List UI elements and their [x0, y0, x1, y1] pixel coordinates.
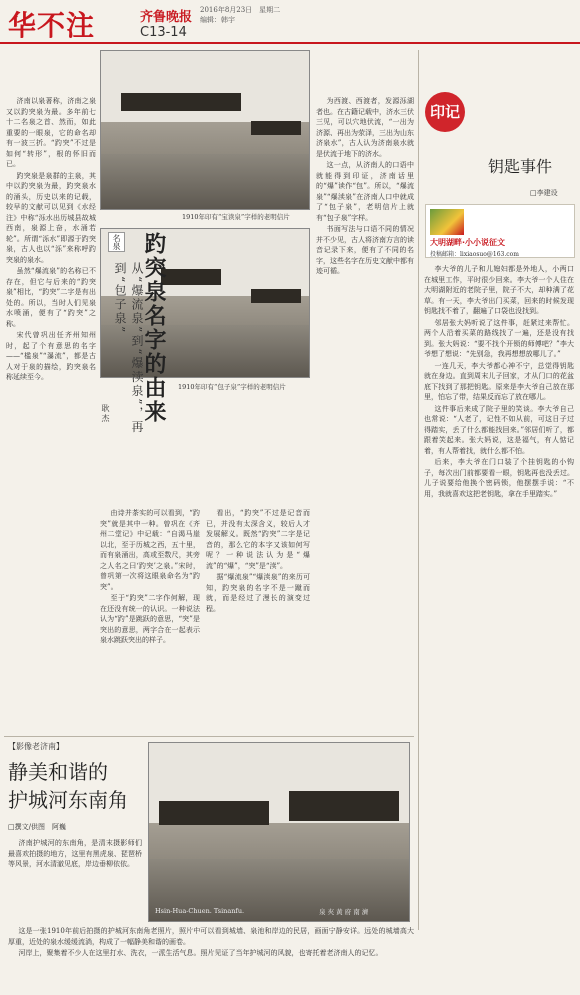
- article1-tag: 名泉: [108, 232, 125, 252]
- dateline: 2016年8月23日 星期二: [200, 6, 281, 14]
- ad-email-line: 投稿邮箱：lixiaosuo@163.com: [430, 251, 519, 258]
- photo2-caption: 1910年印有“包子泉”字样的老明信片: [178, 383, 286, 391]
- masthead: [0, 0, 580, 44]
- paragraph: 趵突泉是泉群的主泉，其中以趵突泉为最，趵突泉水的涌头，历史以来的记载，较早的文献可以见到《水经注》中称“泺水出历城县故城西南，泉源上奋，水涌若轮”。所谓“泺水”即源于趵突泉，古人也以“泺”来称呼趵突泉的泉水。: [6, 171, 96, 264]
- ad-email: lixiaosuo@163.com: [460, 251, 519, 258]
- paragraph: 看出，“趵突”不过是记音而已，并没有太深含义，较后人才发展解义。既然“趵突”二字是记音的，那么它的本字又该如何写呢？一种说法认为是“爆流”的“爆”，“突”是“渎”。: [206, 509, 310, 570]
- paragraph: 这一点，从济南人的口语中就能得到印证，济南话里的“爆”读作“包”。所以，“爆流泉”“爆渎泉”在济南人口中就成了“包子泉”，老明信片上就有“包子泉”字样。: [316, 161, 414, 222]
- newspaper-logo: 齐鲁晚报: [140, 10, 193, 25]
- paragraph: 济南护城河的东南角，是清末摄影师们最喜欢拍摄的地方，这里有黑虎泉、琵琶桥等风景，河水清澈见底，岸边垂柳依依。: [8, 839, 142, 868]
- paragraph: 李大爷的儿子和儿媳妇都是外地人，小两口在城里工作，平时很少回来。李大爷一个人住在大明湖附近的老院子里，院子不大，却种满了花草。有一天，李大爷出门买菜，回来的时候发现钥匙找不着了，翻遍了口袋也没找到。: [424, 265, 574, 315]
- photo-moat-southeast: [148, 742, 410, 922]
- paragraph: 这件事后来成了院子里的笑谈。李大爷自己也常说：“人老了，记性不如从前，可这日子过得踏实，丢了什么都能找回来。”邻居们听了，都跟着笑起来。张大妈说，这是福气，有人惦记着，有人帮着找，就什么都不怕。: [424, 404, 574, 455]
- article1-column-2: [100, 508, 200, 734]
- article3-lead: [8, 838, 142, 922]
- article3-body: [8, 926, 414, 990]
- photo-old-postcard-1: [100, 50, 310, 210]
- article1-column-1: [6, 96, 96, 734]
- editor-line: 编辑：韩宇: [200, 16, 235, 24]
- paragraph: 为西渡、西渡者，发源泺湖者也。在古籍记载中，济水三伏三见，可以穴地伏流，“一出为济源、再出为荥泽，三出为山东济泉水”，古人认为济南泉水就是伏流于地下的济水。: [316, 97, 414, 158]
- article3-title: [8, 758, 128, 814]
- photo-caption-latin: Hsin-Hua-Chuen. Tsinanfu.: [155, 907, 245, 915]
- paragraph: 书面写法与口语不同的情况并不少见，古人将济南方言的读音记录下来，便有了不同的名字，这些名字在历史文献中都有迹可循。: [316, 225, 414, 275]
- article1-headline: 趵突泉名字的由来: [141, 232, 166, 424]
- essay-title: 钥匙事件: [488, 157, 553, 176]
- paragraph: 济南以泉著称，济南之泉又以趵突泉为最。多年前七十二名泉之首、然而，如此重要的一眼泉，它的命名却有一波三折。“趵突”不过是如何“转形”，根的怀旧而已。: [6, 97, 96, 168]
- article3-title-line-2: 护城河东南角: [8, 788, 128, 812]
- ad-image: [430, 209, 464, 235]
- paragraph: 邻居张大妈听说了这件事，赶紧过来帮忙。两个人沿着买菜的路线找了一遍，还是没有找到。张大妈说：“要不找个开锁的师傅吧？”李大爷想了想说：“先别急，我再想想放哪儿了。”: [424, 318, 574, 358]
- essay-author: □李建设: [530, 189, 558, 197]
- article1-column-3: [206, 508, 310, 734]
- ad-title: 大明湖畔·小小说征文: [430, 238, 506, 247]
- section-label: 【影像老济南】: [8, 742, 64, 751]
- article3-byline: □撰文/供图 阿巍: [8, 823, 66, 831]
- paragraph: 宋代曾巩出任齐州知州时，起了个有意思的名字——“槛泉”“瀑流”，都是古人对于泉的描绘，趵突泉名称延续至今。: [6, 331, 96, 381]
- paragraph: 这是一张1910年前后拍摄的护城河东南角老照片，照片中可以看到城墙、泉池和岸边的民居，画面宁静安详。远处的城墙高大厚重，近处的泉水缓缓流淌，构成了一幅静美和谐的画卷。: [8, 927, 414, 946]
- column-stamp: 印记: [425, 92, 465, 132]
- paragraph: 由诗并茶实的可以看到，“趵突”就是其中一种。曾巩在《齐州二堂记》中记载：“自渴马崖以北，至于历城之西，五十里，而有泉涌出，高或至数尺，其旁之人名之曰‘趵突’之泉。”宋时，曾巩第一次将这眼泉命名为“趵突”。: [100, 509, 200, 591]
- paragraph: 据“爆流泉”“爆渎泉”的来历可知，趵突泉的名字不是一蹴而就，而是经过了漫长的演变过程。: [206, 573, 310, 613]
- paragraph: 一连几天，李大爷都心神不宁，总觉得钥匙就在身边。直到周末儿子回家，才从门口的花盆底下找到了那把钥匙。原来是李大爷自己放在那里，怕忘了带，结果反而忘了放在哪儿。: [424, 361, 574, 401]
- paragraph: 河岸上，聚集着不少人在这里打水、洗衣，一派生活气息。照片见证了当年护城河的风貌，也寄托着老济南人的记忆。: [18, 949, 383, 957]
- paragraph: 至于“趵突”二字作何解，现在还没有统一的认识。一种说法认为“趵”是跳跃的意思，“突”是突出的意思，两字合在一起表示泉水跳跃突出的样子。: [100, 594, 200, 644]
- article3-title-line-1: 静美和谐的: [8, 760, 108, 784]
- column-divider: [418, 50, 419, 930]
- article1-author: 耿杰: [101, 404, 110, 424]
- paragraph: 后来，李大爷在门口装了个挂钥匙的小钩子，每次出门前都要看一眼，钥匙再也没丢过。儿子说要给他换个密码锁，他摆摆手说：“不用，我就喜欢这把老钥匙，拿在手里踏实。”: [424, 458, 574, 498]
- essay-body: [424, 264, 574, 986]
- article1-subheadline: 从“爆流泉”到“爆渎泉”，再到“包子泉”: [113, 262, 144, 435]
- section-brand: 华不注: [8, 9, 96, 42]
- paragraph: 虽然“爆流泉”的名称已不存在，但它与后来的“趵突泉”相比，“趵突”二字是有出处的。所以，当时人们见泉水喷涌，便有了“趵突”之称。: [6, 267, 96, 328]
- photo1-caption: 1910年印有“宝读泉”字样的老明信片: [182, 213, 290, 221]
- page-number: C13-14: [140, 25, 187, 40]
- section-divider: [4, 736, 414, 737]
- article1-column-4: [316, 96, 414, 734]
- photo-caption-chinese: 泉 夾 黃 府 南 濟: [319, 908, 369, 916]
- contest-ad: [425, 204, 575, 258]
